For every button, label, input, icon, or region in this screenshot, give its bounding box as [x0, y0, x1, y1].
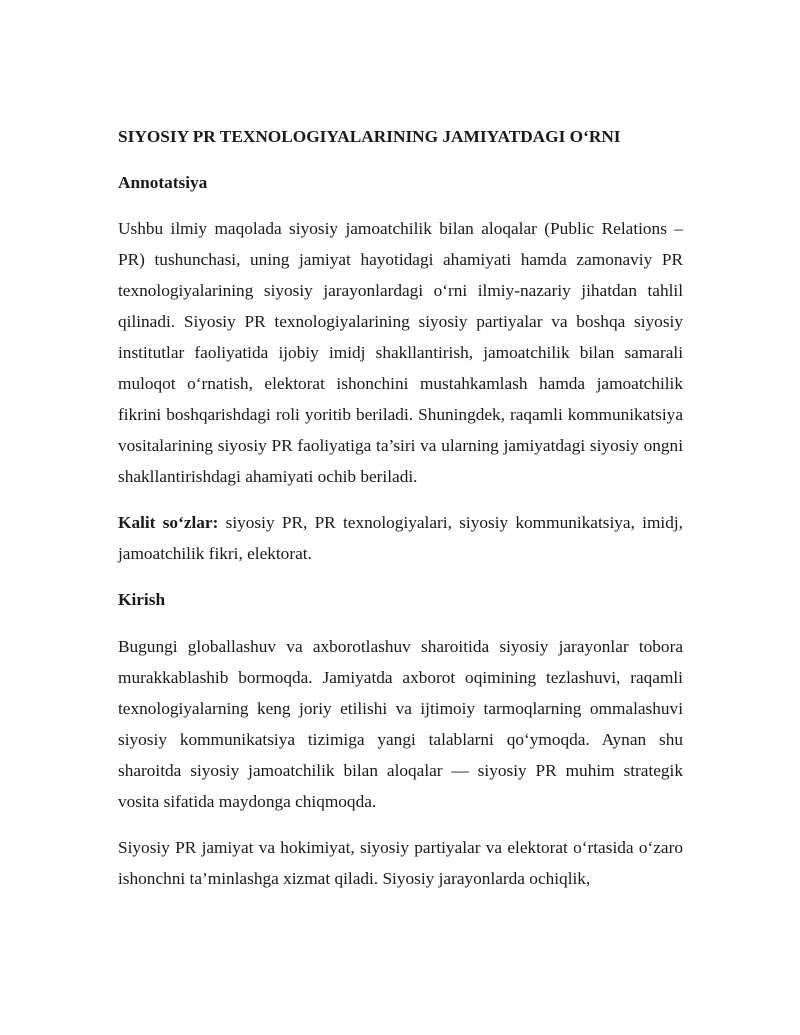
keywords-text: siyosiy PR, PR texnologiyalari, siyosiy kommunikatsiya, imidj, jamoatchilik fikri, elektorat.	[118, 513, 683, 563]
annotation-paragraph: Ushbu ilmiy maqolada siyosiy jamoatchilik bilan aloqalar (Public Relations – PR) tushunchasi, uning jamiyat hayotidagi ahamiyati hamda zamonaviy PR texnologiyalarining siyosiy jarayonlardagi o‘rni ilmiy-nazariy jihatdan tahlil qilinadi. Siyosiy PR texnologiyalarining siyosiy partiyalar va boshqa siyosiy institutlar faoliyatida ijobiy imidj shakllantirish, jamoatchilik bilan samarali muloqot o‘rnatish, elektorat ishonchini mustahkamlash hamda jamoatchilik fikrini boshqarishdagi roli yoritib beriladi. Shuningdek, raqamli kommunikatsiya vositalarining siyosiy PR faoliyatiga ta’siri va ularning jamiyatdagi siyosiy ongni shakllantirishdagi ahamiyati ochib beriladi.	[118, 219, 683, 486]
document-page	[118, 121, 683, 894]
intro-paragraph-2: Siyosiy PR jamiyat va hokimiyat, siyosiy partiyalar va elektorat o‘rtasida o‘zaro ishonchni ta’minlashga xizmat qiladi. Siyosiy jarayonlarda ochiqlik,	[118, 838, 683, 888]
intro-heading: Kirish	[118, 590, 166, 609]
keywords-label: Kalit so‘zlar:	[118, 513, 219, 532]
intro-paragraph-1: Bugungi globallashuv va axborotlashuv sharoitida siyosiy jarayonlar tobora murakkablashib bormoqda. Jamiyatda axborot oqimining tezlashuvi, raqamli texnologiyalarning keng joriy etilishi va ijtimoiy tarmoqlarning ommalashuvi siyosiy kommunikatsiya tizimiga yangi talablarni qo‘ymoqda. Aynan shu sharoitda siyosiy jamoatchilik bilan aloqalar — siyosiy PR muhim strategik vosita sifatida maydonga chiqmoqda.	[118, 637, 683, 811]
annotation-heading: Annotatsiya	[118, 173, 208, 192]
keywords-paragraph	[118, 507, 683, 569]
document-title: SIYOSIY PR TEXNOLOGIYALARINING JAMIYATDAGI O‘RNI	[118, 127, 621, 146]
